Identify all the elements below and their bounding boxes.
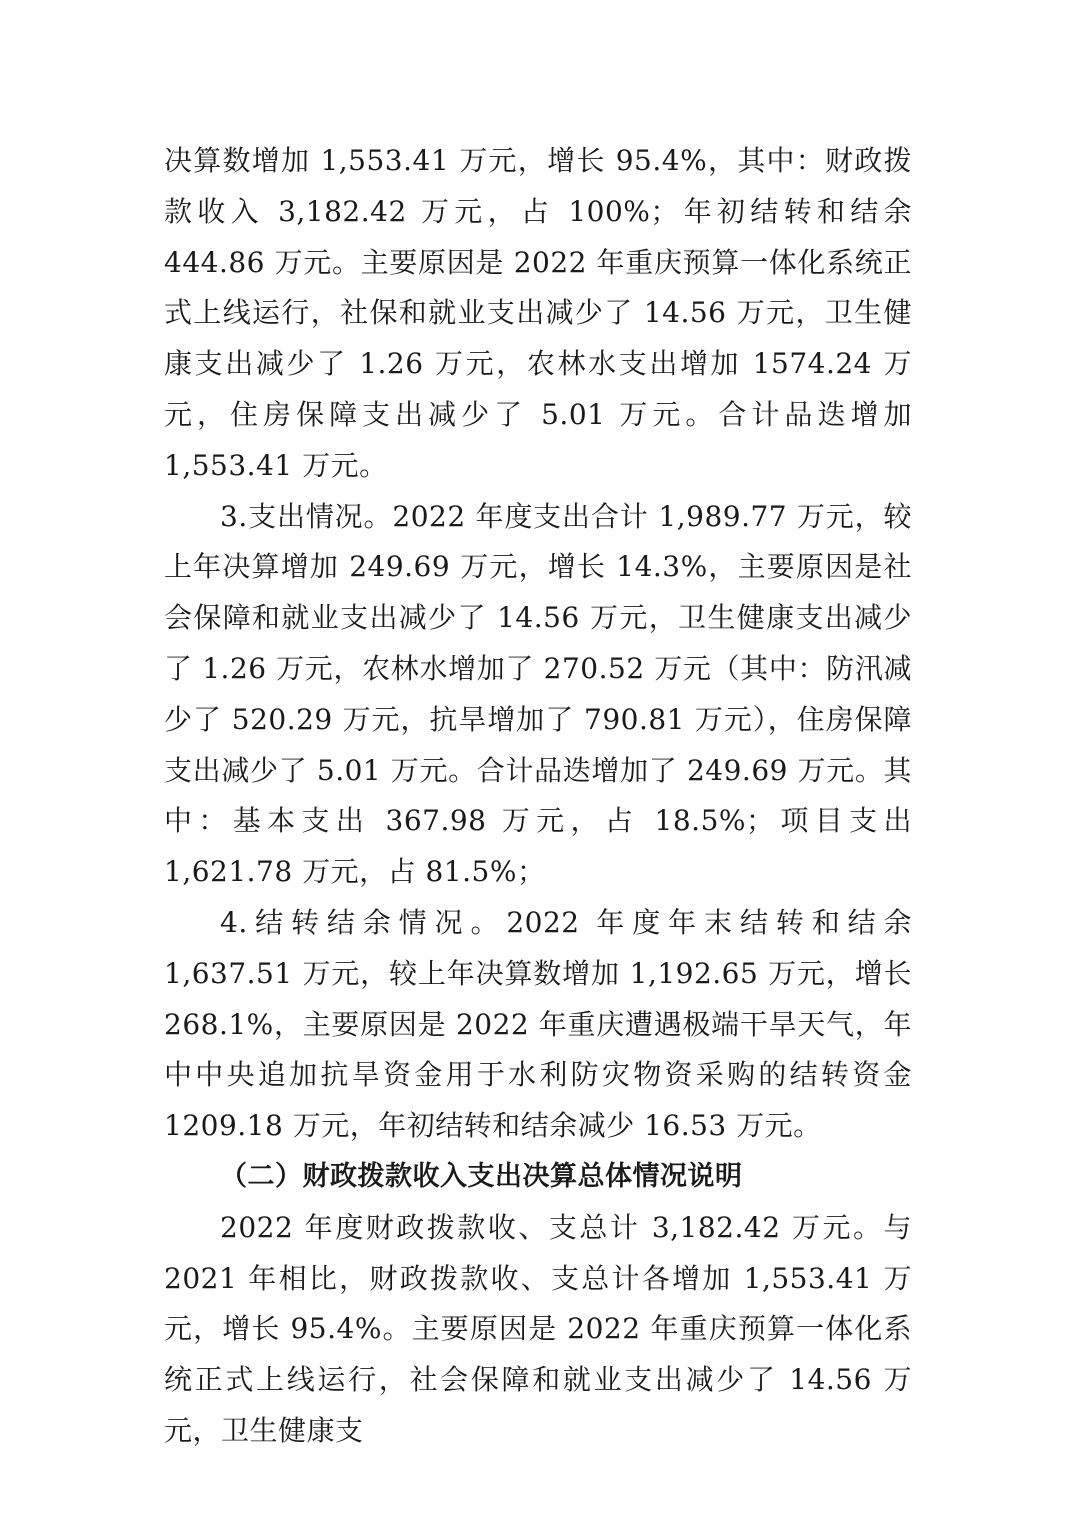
paragraph-fiscal-appropriation: 2022 年度财政拨款收、支总计 3,182.42 万元。与 2021 年相比，财政拨款收、支总计各增加 1,553.41 万元，增长 95.4%。主要原因是 2022 年重庆预算一体化系统正式上线运行，社会保障和就业支出减少了 14.56 万元，卫生健康支 <box>164 1210 912 1447</box>
section-heading: （二）财政拨款收入支出决算总体情况说明 <box>220 1160 743 1192</box>
paragraph-income-continuation: 决算数增加 1,553.41 万元，增长 95.4%，其中：财政拨款收入 3,182.42 万元，占 100%；年初结转和结余 444.86 万元。主要原因是 2022 年重庆预算一体化系统正式上线运行，社保和就业支出减少了 14.56 万元，卫生健康支出减少了 1.26 万元，农林水支出增加 1574.24 万元，住房保障支出减少了 5.01 万元。合计品迭增加 1,553.41 万元。 <box>164 144 912 482</box>
paragraph-carryover-balance: 4.结转结余情况。2022 年度年末结转和结余 1,637.51 万元，较上年决算数增加 1,192.65 万元，增长 268.1%，主要原因是 2022 年重庆遭遇极端干旱天气，年中中央追加抗旱资金用于水利防灾物资采购的结转资金 1209.18 万元，年初结转和结余减少 16.53 万元。 <box>164 905 912 1143</box>
paragraph-expenditure: 3.支出情况。2022 年度支出合计 1,989.77 万元，较上年决算增加 249.69 万元，增长 14.3%，主要原因是社会保障和就业支出减少了 14.56 万元，卫生健康支出减少了 1.26 万元，农林水增加了 270.52 万元（其中：防汛减少了 520.29 万元，抗旱增加了 790.81 万元），住房保障支出减少了 5.01 万元。合计品迭增加了 249.69 万元。其中：基本支出 367.98 万元，占 18.5%；项目支出 1,621.78 万元，占 81.5%； <box>164 499 912 889</box>
body-text <box>164 136 912 1457</box>
